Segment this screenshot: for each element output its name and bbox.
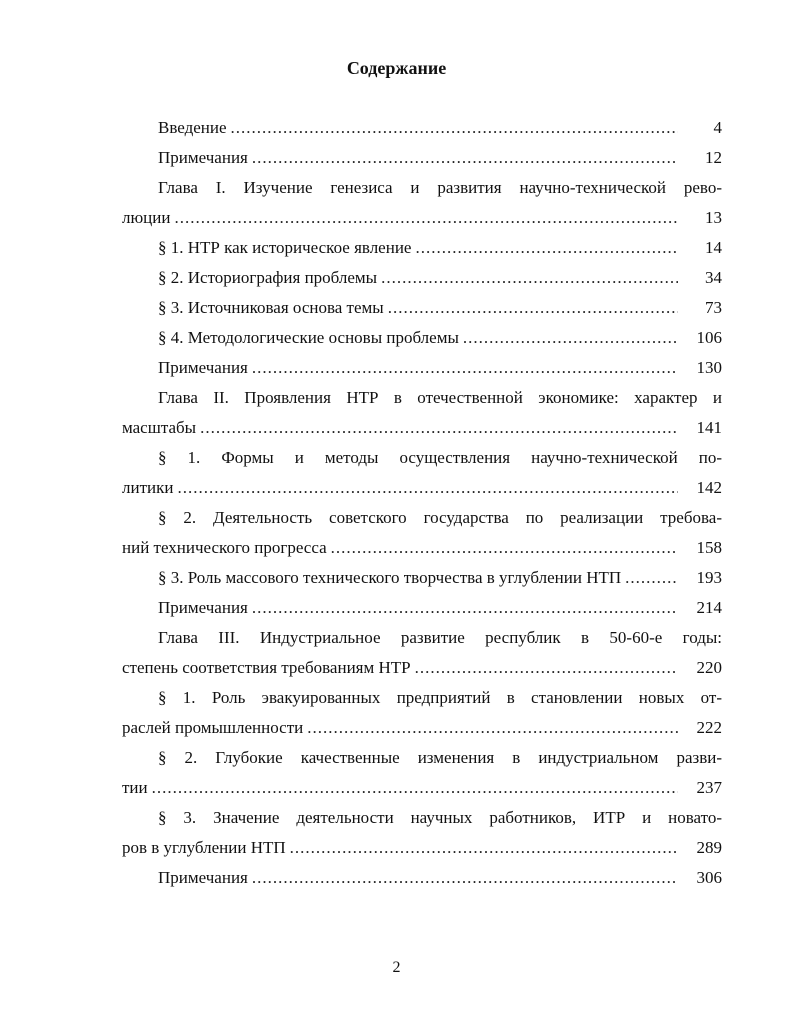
dot-leader (252, 143, 678, 173)
toc-entry-label: § 3. Роль массового технического творчества в углублении НТП (158, 568, 622, 587)
toc-entry-page: 214 (696, 598, 722, 617)
toc-entry (122, 593, 722, 623)
toc-entry-label: § 4. Методологические основы проблемы (158, 328, 459, 347)
toc-entry-label: § 3. Источниковая основа темы (158, 298, 384, 317)
toc-entry (122, 113, 722, 143)
toc-entry-label: люции (122, 208, 171, 227)
toc-entry-page: 220 (696, 658, 722, 677)
toc-entry-label: раслей промышленности (122, 718, 304, 737)
toc-entry-page: 158 (696, 538, 722, 557)
toc-entry (122, 263, 722, 293)
toc-entry-page: 130 (696, 358, 722, 377)
dot-leader (200, 413, 678, 443)
toc-entry (122, 203, 722, 233)
toc-entry (122, 863, 722, 893)
table-of-contents (122, 113, 722, 893)
toc-entry-label: ров в углублении НТП (122, 838, 286, 857)
toc-entry-page: 237 (696, 778, 722, 797)
toc-entry-label: Примечания (158, 598, 248, 617)
toc-entry (122, 563, 722, 593)
toc-entry (122, 233, 722, 263)
dot-leader (290, 833, 678, 863)
toc-entry-first-line: § 2. Деятельность советского государства по реализации требова- (158, 508, 722, 527)
toc-entry-label: литики (122, 478, 174, 497)
toc-entry-label: § 2. Историография проблемы (158, 268, 378, 287)
toc-entry-page: 12 (705, 148, 722, 167)
toc-entry (122, 773, 722, 803)
toc-entry (122, 833, 722, 863)
dot-leader (388, 293, 678, 323)
toc-entry-page: 106 (696, 328, 722, 347)
toc-entry-first-line: Глава II. Проявления НТР в отечественной экономике: характер и (158, 388, 722, 407)
toc-entry-page: 306 (696, 868, 722, 887)
toc-entry-page: 193 (696, 568, 722, 587)
toc-entry-label: Примечания (158, 868, 248, 887)
toc-entry (122, 713, 722, 743)
page-title: Содержание (346, 58, 447, 78)
dot-leader (177, 473, 678, 503)
toc-entry-page: 34 (705, 268, 722, 287)
toc-entry-page: 222 (696, 718, 722, 737)
toc-entry-label: степень соответствия требованиям НТР (122, 658, 411, 677)
toc-entry-first-line: § 1. Формы и методы осуществления научно-технической по- (158, 448, 722, 467)
toc-entry-label: масштабы (122, 418, 197, 437)
toc-entry-page: 73 (705, 298, 722, 317)
dot-leader (252, 863, 678, 893)
toc-entry-label: ний технического прогресса (122, 538, 327, 557)
toc-entry-page: 14 (705, 238, 722, 257)
toc-entry-page: 141 (696, 418, 722, 437)
toc-entry-first-line: Глава III. Индустриальное развитие республик в 50-60-е годы: (158, 628, 722, 647)
toc-entry-first-line: § 3. Значение деятельности научных работников, ИТР и новато- (158, 808, 722, 827)
toc-entry (122, 353, 722, 383)
page-number: 2 (392, 959, 401, 976)
toc-entry-first-line: § 2. Глубокие качественные изменения в индустриальном разви- (158, 748, 722, 767)
dot-leader (174, 203, 678, 233)
toc-entry (122, 653, 722, 683)
dot-leader (381, 263, 678, 293)
toc-entry-label: § 1. НТР как историческое явление (158, 238, 412, 257)
toc-entry-page: 13 (705, 208, 722, 227)
toc-entry (122, 323, 722, 353)
toc-entry-page: 289 (696, 838, 722, 857)
toc-entry-page: 142 (696, 478, 722, 497)
dot-leader (331, 533, 678, 563)
toc-entry-first-line: § 1. Роль эвакуированных предприятий в становлении новых от- (158, 688, 722, 707)
toc-entry-label: тии (122, 778, 148, 797)
dot-leader (415, 233, 678, 263)
dot-leader (307, 713, 678, 743)
dot-leader (152, 773, 678, 803)
dot-leader (625, 563, 678, 593)
toc-entry (122, 473, 722, 503)
dot-leader (252, 353, 678, 383)
toc-entry (122, 413, 722, 443)
dot-leader (415, 653, 678, 683)
toc-entry-label: Примечания (158, 148, 248, 167)
toc-entry-label: Примечания (158, 358, 248, 377)
toc-entry-label: Введение (158, 118, 227, 137)
toc-entry (122, 293, 722, 323)
toc-entry (122, 143, 722, 173)
dot-leader (231, 113, 678, 143)
dot-leader (463, 323, 678, 353)
toc-entry-page: 4 (713, 118, 722, 137)
dot-leader (252, 593, 678, 623)
toc-entry (122, 533, 722, 563)
toc-entry-first-line: Глава I. Изучение генезиса и развития научно-технической рево- (158, 178, 722, 197)
